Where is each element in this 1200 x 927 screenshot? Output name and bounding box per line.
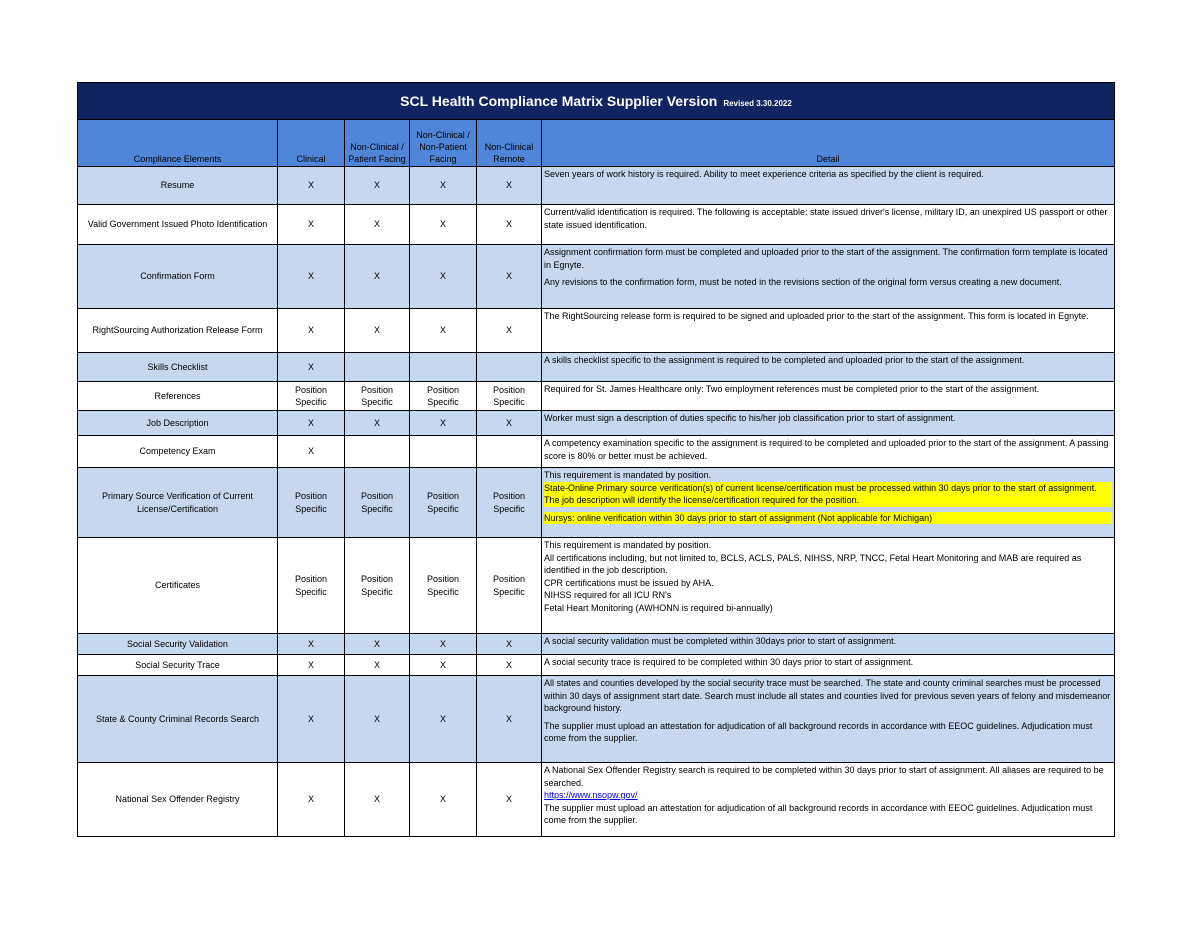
requirement-mark: X (278, 353, 345, 382)
requirement-mark: X (345, 411, 410, 436)
requirement-mark: X (345, 309, 410, 353)
detail-text: This requirement is mandated by position. (544, 470, 712, 480)
detail-cell (542, 634, 1115, 655)
detail-cell (542, 468, 1115, 538)
title-cell (78, 83, 1115, 120)
table-row (78, 655, 1115, 676)
requirement-mark: X (278, 245, 345, 309)
table-row (78, 309, 1115, 353)
requirement-mark: X (410, 676, 477, 763)
requirement-mark: X (345, 634, 410, 655)
requirement-mark: X (345, 167, 410, 205)
header-clinical: Clinical (278, 120, 345, 167)
requirement-mark: X (477, 167, 542, 205)
requirement-mark: Position Specific (477, 468, 542, 538)
requirement-mark: X (477, 205, 542, 245)
matrix-rows (78, 167, 1115, 837)
detail-text: NIHSS required for all ICU RN's (544, 590, 672, 600)
requirement-mark: X (477, 763, 542, 837)
detail-text: All certifications including, but not limited to, BCLS, ACLS, PALS, NIHSS, NRP, TNCC, Fetal Heart Monitoring and MAB are required as identified in the job description. (544, 552, 1082, 575)
highlighted-detail-text: State-Online Primary source verification(s) of current license/certification must be processed within 30 days prior to the start of assignment. The job description will identify the license/certification required for the position. (544, 482, 1112, 507)
detail-text: A competency examination specific to the assignment is required to be completed and uploaded prior to the start of the assignment. A passing score is 80% or better must be achieved. (544, 438, 1109, 461)
requirement-mark: X (278, 676, 345, 763)
compliance-element: Social Security Trace (78, 655, 278, 676)
requirement-mark: X (410, 763, 477, 837)
detail-text: Required for St. James Healthcare only: Two employment references must be completed prior to the start of the assignment. (544, 384, 1040, 394)
requirement-mark: X (410, 655, 477, 676)
detail-cell (542, 382, 1115, 411)
detail-text: The RightSourcing release form is required to be signed and uploaded prior to the start of the assignment. This form is located in Egnyte. (544, 311, 1089, 321)
requirement-mark (477, 353, 542, 382)
detail-cell (542, 411, 1115, 436)
requirement-mark: X (410, 167, 477, 205)
detail-text: This requirement is mandated by position. (544, 540, 712, 550)
detail-cell (542, 538, 1115, 634)
requirement-mark: X (278, 436, 345, 468)
table-row (78, 411, 1115, 436)
table-row (78, 436, 1115, 468)
requirement-mark: Position Specific (477, 538, 542, 634)
compliance-element: References (78, 382, 278, 411)
compliance-element: Social Security Validation (78, 634, 278, 655)
requirement-mark (477, 436, 542, 468)
compliance-element: RightSourcing Authorization Release Form (78, 309, 278, 353)
requirement-mark: Position Specific (410, 538, 477, 634)
detail-cell (542, 655, 1115, 676)
compliance-element: Skills Checklist (78, 353, 278, 382)
requirement-mark: X (278, 763, 345, 837)
table-row (78, 676, 1115, 763)
requirement-mark: X (477, 411, 542, 436)
requirement-mark: Position Specific (345, 382, 410, 411)
table-row (78, 245, 1115, 309)
requirement-mark: X (410, 634, 477, 655)
detail-text: A National Sex Offender Registry search is required to be completed within 30 days prior to start of assignment. All aliases are required to be searched. (544, 765, 1104, 788)
detail-text: A social security trace is required to be completed within 30 days prior to start of assignment. (544, 657, 914, 667)
compliance-element: Job Description (78, 411, 278, 436)
requirement-mark: X (278, 634, 345, 655)
requirement-mark: X (410, 309, 477, 353)
requirement-mark: X (345, 676, 410, 763)
table-row (78, 205, 1115, 245)
detail-cell (542, 436, 1115, 468)
compliance-element: Valid Government Issued Photo Identification (78, 205, 278, 245)
requirement-mark (345, 353, 410, 382)
table-row (78, 468, 1115, 538)
requirement-mark: X (278, 309, 345, 353)
table-row (78, 353, 1115, 382)
requirement-mark: X (345, 763, 410, 837)
header-compliance-elements: Compliance Elements (78, 120, 278, 167)
detail-text: The supplier must upload an attestation for adjudication of all background records in accordance with EEOC guidelines. Adjudication must come from the supplier. (544, 720, 1093, 743)
header-non-clinical-remote: Non-Clinical Remote (477, 120, 542, 167)
detail-text: CPR certifications must be issued by AHA. (544, 577, 714, 588)
detail-text: Assignment confirmation form must be completed and uploaded prior to the start of the assignment. The confirmation form template is located in Egnyte. (544, 247, 1108, 270)
requirement-mark: X (345, 245, 410, 309)
detail-text: The supplier must upload an attestation for adjudication of all background records in accordance with EEOC guidelines. Adjudication must come from the supplier. (544, 802, 1093, 825)
detail-cell (542, 205, 1115, 245)
highlighted-detail-text: Nursys: online verification within 30 days prior to start of assignment (Not applicable for Michigan) (544, 512, 1112, 525)
requirement-mark: Position Specific (477, 382, 542, 411)
detail-cell (542, 763, 1115, 837)
revised-date: Revised 3.30.2022 (723, 99, 792, 108)
requirement-mark (410, 436, 477, 468)
requirement-mark: X (410, 245, 477, 309)
table-row (78, 382, 1115, 411)
requirement-mark: X (345, 655, 410, 676)
requirement-mark: X (278, 205, 345, 245)
detail-cell (542, 167, 1115, 205)
requirement-mark: X (477, 655, 542, 676)
compliance-element: Primary Source Verification of Current License/Certification (78, 468, 278, 538)
requirement-mark (410, 353, 477, 382)
title-row (78, 83, 1115, 120)
detail-cell (542, 676, 1115, 763)
table-row (78, 538, 1115, 634)
requirement-mark: X (477, 245, 542, 309)
compliance-element: Certificates (78, 538, 278, 634)
detail-text: All states and counties developed by the social security trace must be searched. The state and county criminal searches must be processed within 30 days of assignment start date. Search must include all states and counties lived for previous seven years of felony and misdemeanor background history. (544, 678, 1111, 713)
requirement-mark: X (477, 634, 542, 655)
requirement-mark: X (278, 655, 345, 676)
requirement-mark: X (345, 205, 410, 245)
requirement-mark: Position Specific (278, 382, 345, 411)
requirement-mark: X (278, 411, 345, 436)
detail-cell (542, 245, 1115, 309)
table-row (78, 634, 1115, 655)
requirement-mark: Position Specific (410, 382, 477, 411)
requirement-mark: X (278, 167, 345, 205)
requirement-mark: Position Specific (410, 468, 477, 538)
detail-cell (542, 309, 1115, 353)
compliance-element: National Sex Offender Registry (78, 763, 278, 837)
requirement-mark: Position Specific (278, 468, 345, 538)
requirement-mark: Position Specific (345, 468, 410, 538)
compliance-element: State & County Criminal Records Search (78, 676, 278, 763)
detail-text: Worker must sign a description of duties specific to his/her job classification prior to start of assignment. (544, 413, 956, 423)
requirement-mark: Position Specific (345, 538, 410, 634)
requirement-mark: Position Specific (278, 538, 345, 634)
requirement-mark: X (477, 309, 542, 353)
compliance-element: Competency Exam (78, 436, 278, 468)
detail-text: A skills checklist specific to the assignment is required to be completed and uploaded prior to the start of the assignment. (544, 355, 1025, 365)
requirement-mark: X (410, 411, 477, 436)
table-row (78, 763, 1115, 837)
detail-text: A social security validation must be completed within 30days prior to start of assignment. (544, 636, 897, 646)
detail-cell (542, 353, 1115, 382)
compliance-matrix-table (77, 82, 1115, 837)
column-header-row (78, 120, 1115, 167)
compliance-element: Confirmation Form (78, 245, 278, 309)
detail-text: Seven years of work history is required. Ability to meet experience criteria as specified by the client is required. (544, 169, 984, 179)
header-non-clinical-patient-facing: Non-Clinical / Patient Facing (345, 120, 410, 167)
header-detail: Detail (542, 120, 1115, 167)
table-row (78, 167, 1115, 205)
nsopw-link[interactable]: https://www.nsopw.gov/ (544, 790, 638, 800)
detail-text: Current/valid identification is required. The following is acceptable: state issued driver's license, military ID, an unexpired US passport or other state issued identification. (544, 207, 1108, 230)
header-non-clinical-non-patient-facing: Non-Clinical / Non-Patient Facing (410, 120, 477, 167)
compliance-element: Resume (78, 167, 278, 205)
page-title: SCL Health Compliance Matrix Supplier Version (400, 93, 718, 109)
detail-text: Fetal Heart Monitoring (AWHONN is required bi-annually) (544, 602, 773, 613)
requirement-mark: X (410, 205, 477, 245)
requirement-mark: X (477, 676, 542, 763)
detail-text: Any revisions to the confirmation form, must be noted in the revisions section of the original form versus creating a new document. (544, 277, 1062, 287)
requirement-mark (345, 436, 410, 468)
